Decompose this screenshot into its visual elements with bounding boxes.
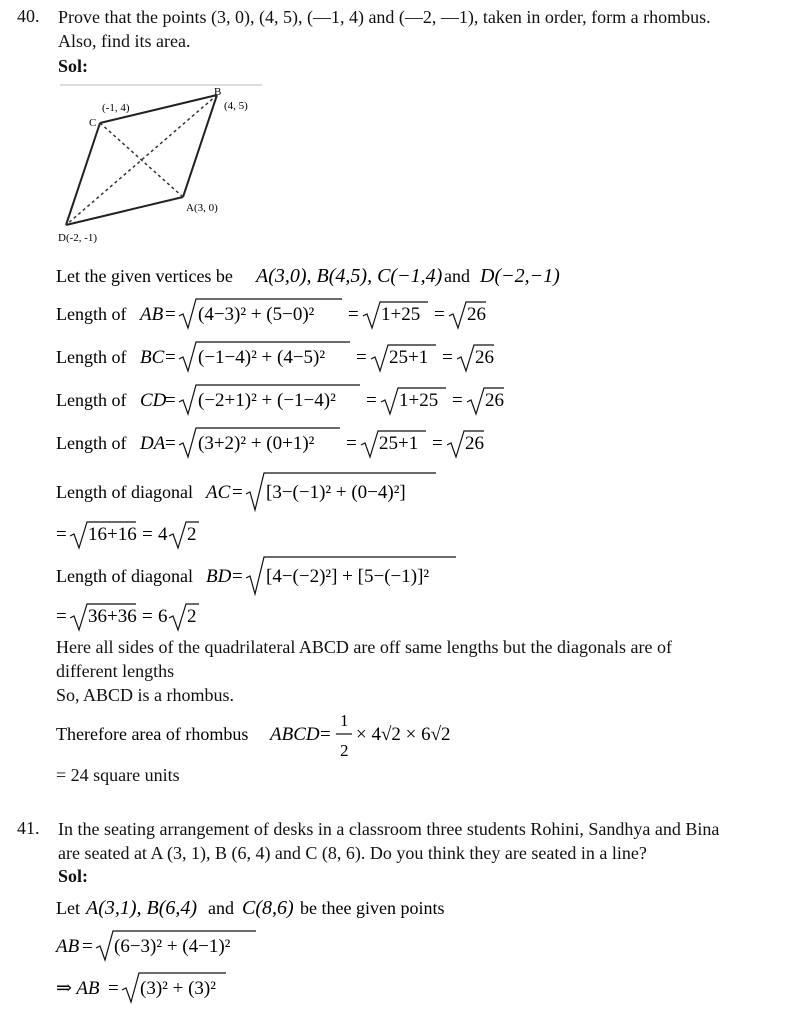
vertex-label-A: A(3, 0) <box>186 202 218 214</box>
question-number: 41. <box>17 818 40 838</box>
side-BA <box>183 95 217 197</box>
radicand: 36+36 <box>88 606 137 627</box>
implies-AB: ⇒ AB <box>56 978 100 999</box>
vertex-label-C: C <box>89 117 97 129</box>
vertex-coord-B: (4, 5) <box>224 100 248 112</box>
solution-label: Sol: <box>58 56 89 76</box>
svg-text:=: = <box>165 390 176 411</box>
given-vertices-line <box>56 258 616 298</box>
segment-name: AB <box>140 304 164 325</box>
side-AD <box>66 197 183 225</box>
vertex-label-D: D(-2, -1) <box>58 232 98 244</box>
question-prompt: Also, find its area. <box>58 31 191 51</box>
svg-text:=: = <box>142 606 153 627</box>
svg-text:=: = <box>56 606 67 627</box>
svg-text:=: = <box>442 347 453 368</box>
fraction-denominator: 2 <box>340 741 349 760</box>
diagonal-prefix: Length of diagonal <box>56 566 193 586</box>
length-prefix: Length of <box>56 347 127 367</box>
result: 26 <box>465 433 484 454</box>
svg-text:=: = <box>232 566 243 587</box>
and-word: and <box>208 898 234 918</box>
area-name: ABCD <box>270 724 320 745</box>
svg-text:=: = <box>165 433 176 454</box>
svg-text:=: = <box>165 347 176 368</box>
svg-text:=: = <box>165 304 176 325</box>
question-number: 40. <box>17 6 40 26</box>
radicand-2: 2 <box>187 606 197 627</box>
radicand: (3+2)² + (0+1)² <box>198 433 315 454</box>
question-prompt: are seated at A (3, 1), B (6, 4) and C (8, 6). Do you think they are seated in a line? <box>58 843 647 863</box>
length-AB-line <box>56 294 616 334</box>
vertices-list: A(3,0), B(4,5), C(−1,4) <box>256 265 443 287</box>
rhombus-figure <box>56 83 266 248</box>
radicand: (4−3)² + (5−0)² <box>198 304 315 325</box>
sum: 25+1 <box>389 347 429 368</box>
area-result: = 24 square units <box>56 765 180 785</box>
segment-name: DA <box>140 433 166 454</box>
coefficient: 4 <box>158 524 168 545</box>
let-suffix: be thee given points <box>300 898 445 918</box>
points-list: A(3,1), B(6,4) <box>86 897 198 919</box>
svg-text:=: = <box>432 433 443 454</box>
question-prompt: Prove that the points (3, 0), (4, 5), (—1, 4) and (—2, —1), taken in order, form a rhombus. <box>58 7 711 27</box>
sum: 25+1 <box>379 433 419 454</box>
conclusion-text: different lengths <box>56 661 175 681</box>
area-prefix: Therefore area of rhombus <box>56 724 249 744</box>
fraction-numerator: 1 <box>340 711 349 730</box>
svg-text:=: = <box>142 524 153 545</box>
svg-text:=: = <box>366 390 377 411</box>
svg-text:=: = <box>232 482 243 503</box>
conclusion-text: Here all sides of the quadrilateral ABCD are off same lengths but the diagonals are of <box>56 637 672 657</box>
svg-text:=: = <box>348 304 359 325</box>
radicand: [4−(−2)²] + [5−(−1)]² <box>266 566 430 587</box>
svg-text:=: = <box>346 433 357 454</box>
diagonal-AC-result <box>56 516 356 556</box>
question-prompt: In the seating arrangement of desks in a classroom three students Rohini, Sandhya and Bina <box>58 819 720 839</box>
sum: 1+25 <box>399 390 439 411</box>
diagonal-BD-line <box>56 554 616 594</box>
svg-text:=: = <box>356 347 367 368</box>
solution-label: Sol: <box>58 866 89 886</box>
sum: 1+25 <box>381 304 421 325</box>
diagonal-BD-result <box>56 598 356 638</box>
radicand: (−1−4)² + (4−5)² <box>198 347 326 368</box>
length-CD-line <box>56 380 616 420</box>
diagonal-AC-line <box>56 470 616 510</box>
let-prefix: Let <box>56 898 80 918</box>
vertex-D: D(−2,−1) <box>480 265 560 287</box>
radicand: (6−3)² + (4−1)² <box>114 936 231 957</box>
svg-text:=: = <box>108 978 119 999</box>
ab-simplified-line <box>56 968 616 1008</box>
area-expression: × 4√2 × 6√2 <box>356 724 451 745</box>
diagonal-name: AC <box>206 482 231 503</box>
area-line <box>56 708 616 764</box>
conclusion-text: So, ABCD is a rhombus. <box>56 685 235 705</box>
radicand: (−2+1)² + (−1−4)² <box>198 390 336 411</box>
length-BC-line <box>56 337 616 377</box>
length-prefix: Length of <box>56 304 127 324</box>
diagonal-prefix: Length of diagonal <box>56 482 193 502</box>
coefficient: 6 <box>158 606 168 627</box>
ab-distance-line <box>56 926 616 966</box>
svg-text:=: = <box>56 524 67 545</box>
given-points-line <box>56 890 616 930</box>
vertex-coord-C: (-1, 4) <box>102 102 130 114</box>
result: 26 <box>485 390 504 411</box>
svg-text:=: = <box>82 936 93 957</box>
radicand: (3)² + (3)² <box>140 978 216 999</box>
result: 26 <box>467 304 486 325</box>
segment-name: CD <box>140 390 167 411</box>
result: 26 <box>475 347 494 368</box>
point-C: C(8,6) <box>242 897 294 919</box>
svg-text:=: = <box>434 304 445 325</box>
vertex-label-B: B <box>214 86 222 98</box>
diagonal-name: BD <box>206 566 232 587</box>
radicand: [3−(−1)² + (0−4)²] <box>266 482 406 503</box>
length-prefix: Length of <box>56 390 127 410</box>
let-prefix: Let the given vertices be <box>56 266 233 286</box>
radicand-2: 2 <box>187 524 197 545</box>
segment-name: BC <box>140 347 165 368</box>
svg-text:=: = <box>320 724 331 745</box>
svg-text:=: = <box>452 390 463 411</box>
and-word: and <box>444 266 470 286</box>
length-DA-line <box>56 423 616 463</box>
radicand: 16+16 <box>88 524 137 545</box>
segment-name: AB <box>56 936 80 957</box>
length-prefix: Length of <box>56 433 127 453</box>
